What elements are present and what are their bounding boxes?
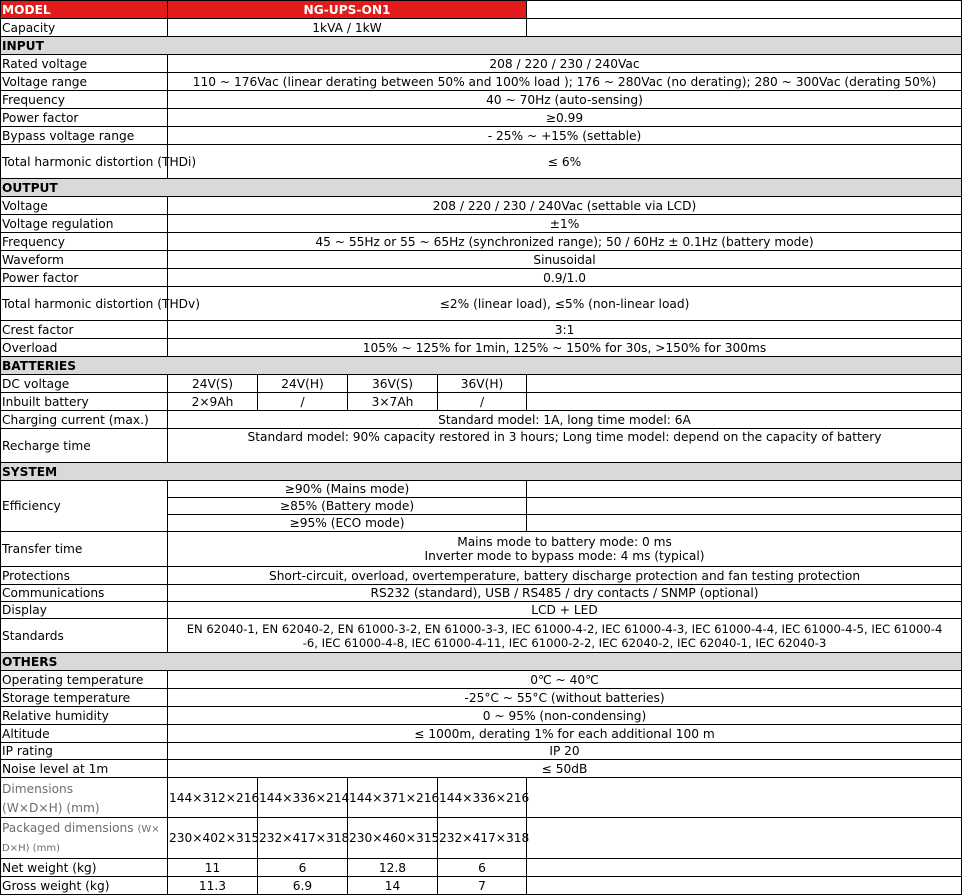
op-temp-value: 0℃ ~ 40℃ xyxy=(168,671,962,689)
rated-voltage-label: Rated voltage xyxy=(1,55,168,73)
model-label: MODEL xyxy=(1,1,168,19)
dimensions-cell: 144×312×216 xyxy=(168,778,258,818)
capacity-row xyxy=(1,19,962,37)
dimensions-label-line1: Dimensions xyxy=(2,781,74,796)
net-weight-cell: 11 xyxy=(168,859,258,877)
gross-weight-cell: 6.9 xyxy=(258,877,348,895)
output-frequency-label: Frequency xyxy=(1,233,168,251)
storage-temp-label: Storage temperature xyxy=(1,689,168,707)
packaged-label-line1: Packaged dimensions xyxy=(2,821,134,835)
gross-weight-cell: 7 xyxy=(438,877,527,895)
dimensions-cell: 144×336×214 xyxy=(258,778,348,818)
dc-voltage-cell: 24V(H) xyxy=(258,375,348,393)
transfer-time-value xyxy=(168,532,962,567)
charging-current-value: Standard model: 1A, long time model: 6A xyxy=(168,411,962,429)
ip-rating-label: IP rating xyxy=(1,743,168,760)
humidity-value: 0 ~ 95% (non-condensing) xyxy=(168,707,962,725)
overload-value: 105% ~ 125% for 1min, 125% ~ 150% for 30s, >150% for 300ms xyxy=(168,339,962,357)
packaged-dimensions-cell: 232×417×318 xyxy=(258,818,348,859)
packaged-dimensions-cell: 230×402×315 xyxy=(168,818,258,859)
net-weight-label: Net weight (kg) xyxy=(1,859,168,877)
input-power-factor-value: ≥0.99 xyxy=(168,109,962,127)
transfer-time-line1: Mains mode to battery mode: 0 ms xyxy=(457,535,672,549)
inbuilt-battery-cell: 3×7Ah xyxy=(348,393,438,411)
model-value: NG-UPS-ON1 xyxy=(168,1,527,19)
humidity-label: Relative humidity xyxy=(1,707,168,725)
dimensions-cell: 144×336×216 xyxy=(438,778,527,818)
inbuilt-battery-cell: / xyxy=(438,393,527,411)
input-frequency-label: Frequency xyxy=(1,91,168,109)
section-batteries: BATTERIES xyxy=(1,357,962,375)
gross-weight-cell: 14 xyxy=(348,877,438,895)
gross-weight-label: Gross weight (kg) xyxy=(1,877,168,895)
input-power-factor-label: Power factor xyxy=(1,109,168,127)
voltage-regulation-label: Voltage regulation xyxy=(1,215,168,233)
altitude-value: ≤ 1000m, derating 1% for each additional 100 m xyxy=(168,725,962,743)
packaged-dimensions-cell: 232×417×318 xyxy=(438,818,527,859)
ip-rating-value: IP 20 xyxy=(168,743,962,760)
waveform-label: Waveform xyxy=(1,251,168,269)
crest-factor-value: 3:1 xyxy=(168,321,962,339)
standards-value xyxy=(168,619,962,653)
section-input: INPUT xyxy=(1,37,962,55)
gross-weight-cell: 11.3 xyxy=(168,877,258,895)
crest-factor-label: Crest factor xyxy=(1,321,168,339)
output-power-factor-value: 0.9/1.0 xyxy=(168,269,962,287)
dc-voltage-cell: 36V(H) xyxy=(438,375,527,393)
section-others: OTHERS xyxy=(1,653,962,671)
transfer-time-label: Transfer time xyxy=(1,532,168,567)
altitude-label: Altitude xyxy=(1,725,168,743)
noise-value: ≤ 50dB xyxy=(168,760,962,778)
recharge-time-value: Standard model: 90% capacity restored in 3 hours; Long time model: depend on the capacity of battery xyxy=(168,429,962,463)
inbuilt-battery-cell: 2×9Ah xyxy=(168,393,258,411)
transfer-time-line2: Inverter mode to bypass mode: 4 ms (typical) xyxy=(424,549,705,563)
packaged-label-unit: (W× xyxy=(137,824,160,835)
rated-voltage-value: 208 / 220 / 230 / 240Vac xyxy=(168,55,962,73)
standards-label: Standards xyxy=(1,619,168,653)
net-weight-cell: 6 xyxy=(258,859,348,877)
inbuilt-battery-cell: / xyxy=(258,393,348,411)
waveform-value: Sinusoidal xyxy=(168,251,962,269)
display-value: LCD + LED xyxy=(168,602,962,619)
dc-voltage-label: DC voltage xyxy=(1,375,168,393)
charging-current-label: Charging current (max.) xyxy=(1,411,168,429)
thdi-value: ≤ 6% xyxy=(168,145,962,179)
packaged-dimensions-label xyxy=(1,818,168,859)
standards-line1: EN 62040-1, EN 62040-2, EN 61000-3-2, EN 61000-3-3, IEC 61000-4-2, IEC 61000-4-3, IEC 61000-4-4, IEC 61000-4-5, IEC 61000-4 xyxy=(186,621,943,636)
bypass-range-label: Bypass voltage range xyxy=(1,127,168,145)
communications-label: Communications xyxy=(1,585,168,602)
capacity-label: Capacity xyxy=(1,19,168,37)
capacity-value: 1kVA / 1kW xyxy=(168,19,527,37)
dimensions-cell: 144×371×216 xyxy=(348,778,438,818)
voltage-range-value: 110 ~ 176Vac (linear derating between 50% and 100% load ); 176 ~ 280Vac (no derating); 280 ~ 300Vac (derating 50%) xyxy=(168,73,962,91)
thdi-label: Total harmonic distortion (THDi) xyxy=(1,145,168,179)
output-voltage-value: 208 / 220 / 230 / 240Vac (settable via LCD) xyxy=(168,197,962,215)
packaged-label-line2: D×H) (mm) xyxy=(2,843,60,854)
communications-value: RS232 (standard), USB / RS485 / dry contacts / SNMP (optional) xyxy=(168,585,962,602)
efficiency-label: Efficiency xyxy=(1,481,168,532)
op-temp-label: Operating temperature xyxy=(1,671,168,689)
overload-label: Overload xyxy=(1,339,168,357)
inbuilt-battery-label: Inbuilt battery xyxy=(1,393,168,411)
dc-voltage-cell: 24V(S) xyxy=(168,375,258,393)
output-frequency-value: 45 ~ 55Hz or 55 ~ 65Hz (synchronized range); 50 / 60Hz ± 0.1Hz (battery mode) xyxy=(168,233,962,251)
packaged-dimensions-cell: 230×460×315 xyxy=(348,818,438,859)
protections-value: Short-circuit, overload, overtemperature, battery discharge protection and fan testing protection xyxy=(168,567,962,585)
net-weight-cell: 6 xyxy=(438,859,527,877)
output-voltage-label: Voltage xyxy=(1,197,168,215)
bypass-range-value: - 25% ~ +15% (settable) xyxy=(168,127,962,145)
voltage-regulation-value: ±1% xyxy=(168,215,962,233)
recharge-time-label: Recharge time xyxy=(1,429,168,463)
storage-temp-value: -25°C ~ 55°C (without batteries) xyxy=(168,689,962,707)
thdv-value: ≤2% (linear load), ≤5% (non-linear load) xyxy=(168,287,962,321)
display-label: Display xyxy=(1,602,168,619)
dimensions-label-line2: (W×D×H) (mm) xyxy=(2,800,100,815)
dimensions-label xyxy=(1,778,168,818)
thdv-label: Total harmonic distortion (THDv) xyxy=(1,287,168,321)
efficiency-battery: ≥85% (Battery mode) xyxy=(168,498,527,515)
efficiency-eco: ≥95% (ECO mode) xyxy=(168,515,527,532)
section-system: SYSTEM xyxy=(1,463,962,481)
input-frequency-value: 40 ~ 70Hz (auto-sensing) xyxy=(168,91,962,109)
model-row xyxy=(1,1,962,19)
dc-voltage-cell: 36V(S) xyxy=(348,375,438,393)
protections-label: Protections xyxy=(1,567,168,585)
efficiency-mains: ≥90% (Mains mode) xyxy=(168,481,527,498)
voltage-range-label: Voltage range xyxy=(1,73,168,91)
noise-label: Noise level at 1m xyxy=(1,760,168,778)
output-power-factor-label: Power factor xyxy=(1,269,168,287)
standards-line2: -6, IEC 61000-4-8, IEC 61000-4-11, IEC 61000-2-2, IEC 62040-2, IEC 62040-1, IEC 62040-3 xyxy=(302,635,827,650)
section-output: OUTPUT xyxy=(1,179,962,197)
net-weight-cell: 12.8 xyxy=(348,859,438,877)
